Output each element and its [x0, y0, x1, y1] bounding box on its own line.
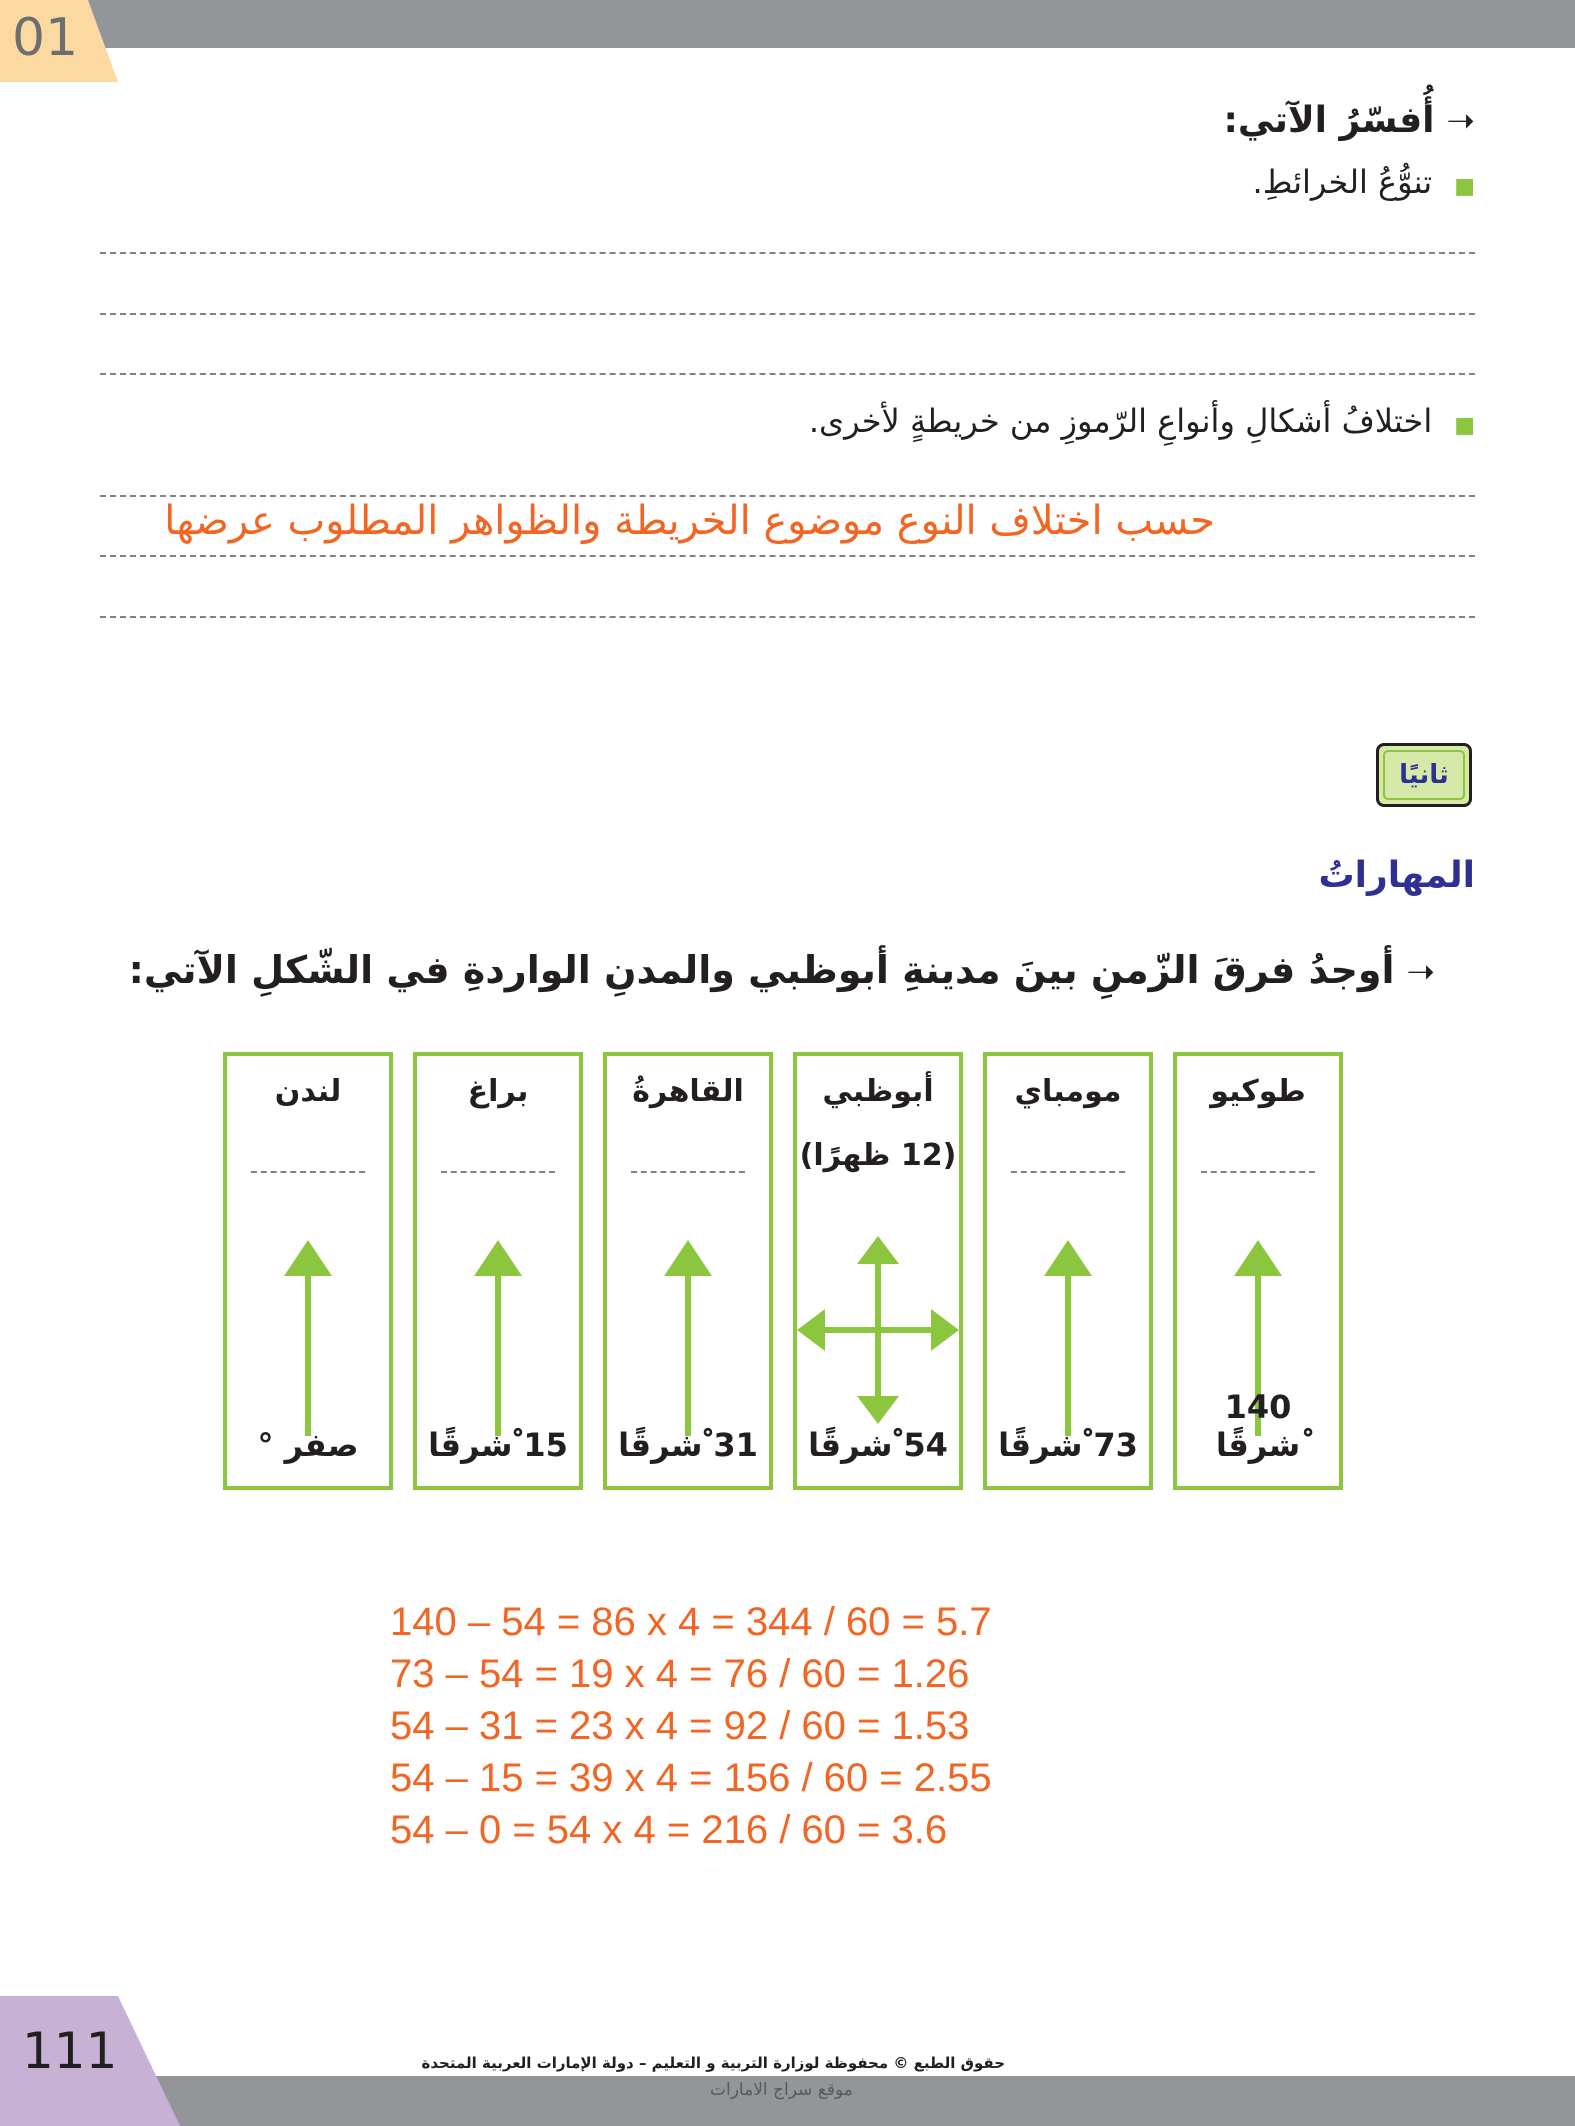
right-arrow-icon: ➝ — [1446, 101, 1475, 141]
explain-item: ■اختلافُ أشكالِ وأنواعِ الرّموزِ من خريطةٍ لأخرى. — [808, 402, 1475, 440]
city-time: (12 ظهرًا) — [799, 1138, 957, 1173]
city-longitude: 140 ْشرقًا — [1215, 1388, 1301, 1464]
calculation-line: 54 – 0 = 54 x 4 = 216 / 60 = 3.6 — [390, 1808, 948, 1852]
explain-item: ■تنوُّعُ الخرائطِ. — [1252, 163, 1475, 201]
task-instruction: ➝أوجدُ فرقَ الزّمنِ بينَ مدينةِ أبوظبي والمدنِ الواردةِ في الشّكلِ الآتي: — [128, 948, 1435, 992]
section-badge-label: ثانيًا — [1383, 750, 1465, 800]
right-arrow-icon: ➝ — [1406, 952, 1435, 992]
city-longitude: صفر ° — [257, 1426, 359, 1464]
city-name: طوكيو — [1210, 1074, 1306, 1109]
top-bar — [0, 0, 1575, 48]
answer-line — [100, 373, 1475, 375]
answer-line — [100, 616, 1475, 618]
answer-line — [1201, 1171, 1315, 1173]
calculation-line: 73 – 54 = 19 x 4 = 76 / 60 = 1.26 — [390, 1652, 970, 1696]
answer-line — [631, 1171, 745, 1173]
answer-line — [100, 252, 1475, 254]
city-name: لندن — [274, 1074, 342, 1109]
north-arrow-icon — [417, 1236, 579, 1446]
explain-heading — [1224, 100, 1475, 141]
city-box-london — [223, 1052, 393, 1490]
city-box-cairo — [603, 1052, 773, 1490]
city-name: أبوظبي — [822, 1074, 934, 1109]
city-longitude: 54 ْشرقًا — [808, 1426, 948, 1464]
section-badge — [1376, 743, 1472, 807]
calculation-line: 54 – 31 = 23 x 4 = 92 / 60 = 1.53 — [390, 1704, 970, 1748]
chapter-number: 01 — [12, 8, 79, 68]
north-arrow-icon — [607, 1236, 769, 1446]
city-longitude: 73 ْشرقًا — [998, 1426, 1138, 1464]
answer-line — [100, 495, 1475, 497]
city-longitude: 31 ْشرقًا — [618, 1426, 758, 1464]
city-name: مومباي — [1014, 1074, 1122, 1109]
city-box-mumbai — [983, 1052, 1153, 1490]
four-way-arrow-icon — [797, 1236, 959, 1446]
city-longitude: 15 ْشرقًا — [428, 1426, 568, 1464]
city-box-prague — [413, 1052, 583, 1490]
square-bullet-icon: ■ — [1454, 174, 1475, 199]
city-name: القاهرةُ — [632, 1074, 744, 1109]
copyright-notice: حقوق الطبع © محفوظة لوزارة التربية و التعليم – دولة الإمارات العربية المتحدة — [421, 2054, 1005, 2072]
handwritten-answer: حسب اختلاف النوع موضوع الخريطة والظواهر المطلوب عرضها — [164, 498, 1215, 544]
calculation-line: 54 – 15 = 39 x 4 = 156 / 60 = 2.55 — [390, 1756, 992, 1800]
city-box-tokyo — [1173, 1052, 1343, 1490]
square-bullet-icon: ■ — [1454, 413, 1475, 438]
answer-line — [251, 1171, 365, 1173]
city-box-abudhabi — [793, 1052, 963, 1490]
section-title: المهاراتُ — [1318, 855, 1475, 896]
north-arrow-icon — [227, 1236, 389, 1446]
answer-line — [1011, 1171, 1125, 1173]
north-arrow-icon — [987, 1236, 1149, 1446]
explain-title: أُفسّرُ الآتي: — [1223, 100, 1435, 141]
calculation-line: 140 – 54 = 86 x 4 = 344 / 60 = 5.7 — [390, 1600, 992, 1644]
page-number: 111 — [22, 2022, 118, 2080]
site-watermark: موقع سراج الامارات — [710, 2080, 853, 2100]
answer-line — [100, 555, 1475, 557]
city-name: براغ — [467, 1074, 529, 1109]
answer-line — [100, 313, 1475, 315]
answer-line — [441, 1171, 555, 1173]
